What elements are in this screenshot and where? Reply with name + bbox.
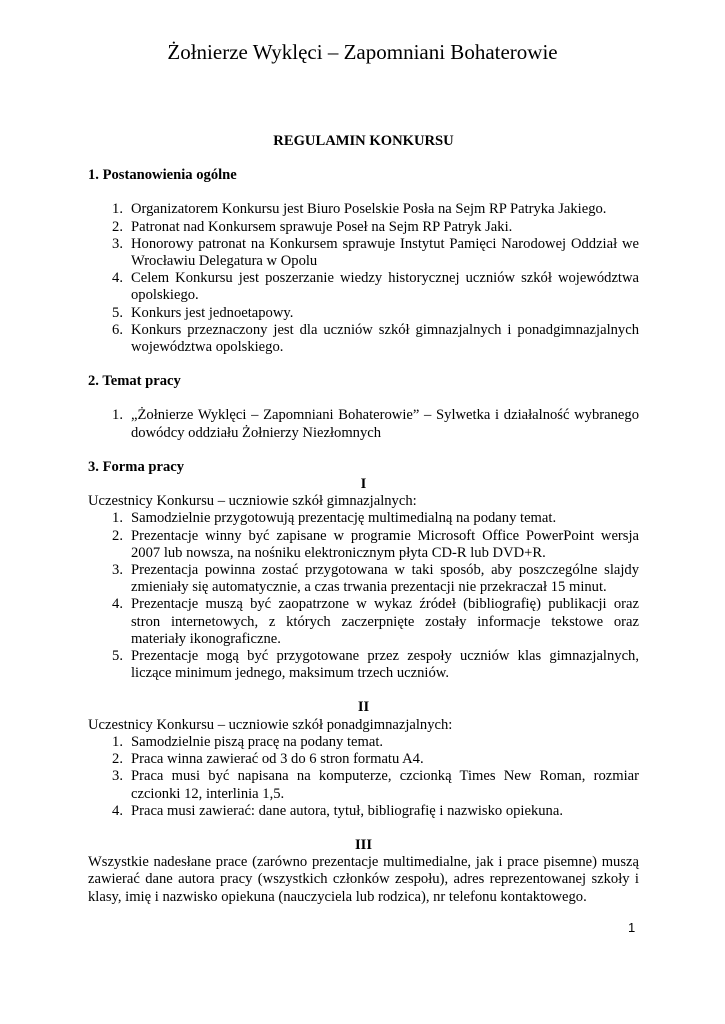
part-1-intro: Uczestnicy Konkursu – uczniowie szkół gimnazjalnych:: [88, 493, 417, 510]
list-item: 3. Praca musi być napisana na komputerze, czcionką Times New Roman, rozmiar czcionki 12, interlinia 1,5.: [112, 768, 639, 802]
list-item: 5. Prezentacje mogą być przygotowane przez zespoły uczniów klas gimnazjalnych, liczące minimum jednego, maksimum trzech uczniów.: [112, 648, 639, 682]
list-item: 2. Praca winna zawierać od 3 do 6 stron formatu A4.: [112, 751, 424, 768]
part-2-numeral: II: [357, 699, 370, 716]
section-2-list: [88, 407, 639, 441]
list-item: 1. Samodzielnie przygotowują prezentację multimedialną na podany temat.: [112, 510, 557, 527]
part-2-intro: Uczestnicy Konkursu – uczniowie szkół ponadgimnazjalnych:: [88, 716, 453, 733]
part-3-text: Wszystkie nadesłane prace (zarówno prezentacje multimedialne, jak i prace pisemne) muszą zawierać dane autora pracy (wszystkich członków zespołu), adres reprezentowanej szkoły i klasy, imię i nazwisko opiekuna (nauczyciela lub rodzica), nr telefonu kontaktowego.: [88, 854, 639, 905]
list-item: 3. Prezentacja powinna zostać przygotowana w taki sposób, aby poszczególne slajdy zmieniały się automatycznie, a czas trwania prezentacji nie przekraczał 15 minut.: [112, 562, 639, 596]
document-body: [88, 133, 639, 906]
list-item: 5. Konkurs jest jednoetapowy.: [112, 304, 294, 321]
document-title: REGULAMIN KONKURSU: [273, 133, 454, 149]
list-item: 4. Prezentacje muszą być zaopatrzone w wykaz źródeł (bibliografię) publikacji oraz stron internetowych, z których zaczerpnięte zostały informacje tekstowe oraz materiały ikonograficzne.: [112, 596, 639, 647]
section-2-heading: 2. Temat pracy: [88, 373, 181, 390]
list-item: 3. Honorowy patronat na Konkursem sprawuje Instytut Pamięci Narodowej Oddział we Wrocławiu Delegatura w Opolu: [112, 235, 639, 270]
part-1-numeral: I: [360, 476, 367, 493]
part-2-list: [88, 734, 639, 820]
part-3-numeral: III: [354, 836, 373, 853]
list-item: 2. Prezentacje winny być zapisane w programie Microsoft Office PowerPoint wersja 2007 lub nowsza, na nośniku elektronicznym płyta CD-R lub DVD+R.: [112, 527, 639, 561]
part-1-list: [88, 510, 639, 682]
list-item: 2. Patronat nad Konkursem sprawuje Poseł na Sejm RP Patryk Jaki.: [112, 218, 513, 235]
page-header: Żołnierze Wyklęci – Zapomniani Bohaterowie: [167, 40, 558, 64]
list-item: 4. Celem Konkursu jest poszerzanie wiedzy historycznej uczniów szkół województwa opolskiego.: [112, 270, 639, 304]
list-item: 4. Praca musi zawierać: dane autora, tytuł, bibliografię i nazwisko opiekuna.: [112, 802, 563, 819]
list-item: 1. Samodzielnie piszą pracę na podany temat.: [112, 733, 384, 750]
section-1-list: [88, 201, 639, 356]
section-3-heading: 3. Forma pracy: [88, 458, 185, 475]
list-item: 1. „Żołnierze Wyklęci – Zapomniani Bohaterowie” – Sylwetka i działalność wybranego dowódcy oddziału Żołnierzy Niezłomnych: [112, 407, 639, 441]
list-item: 1. Organizatorem Konkursu jest Biuro Poselskie Posła na Sejm RP Patryka Jakiego.: [112, 201, 607, 218]
list-item: 6. Konkurs przeznaczony jest dla uczniów szkół gimnazjalnych i ponadgimnazjalnych województwa opolskiego.: [112, 321, 639, 356]
section-1-heading: 1. Postanowienia ogólne: [88, 167, 237, 184]
page-number: 1: [628, 920, 636, 935]
